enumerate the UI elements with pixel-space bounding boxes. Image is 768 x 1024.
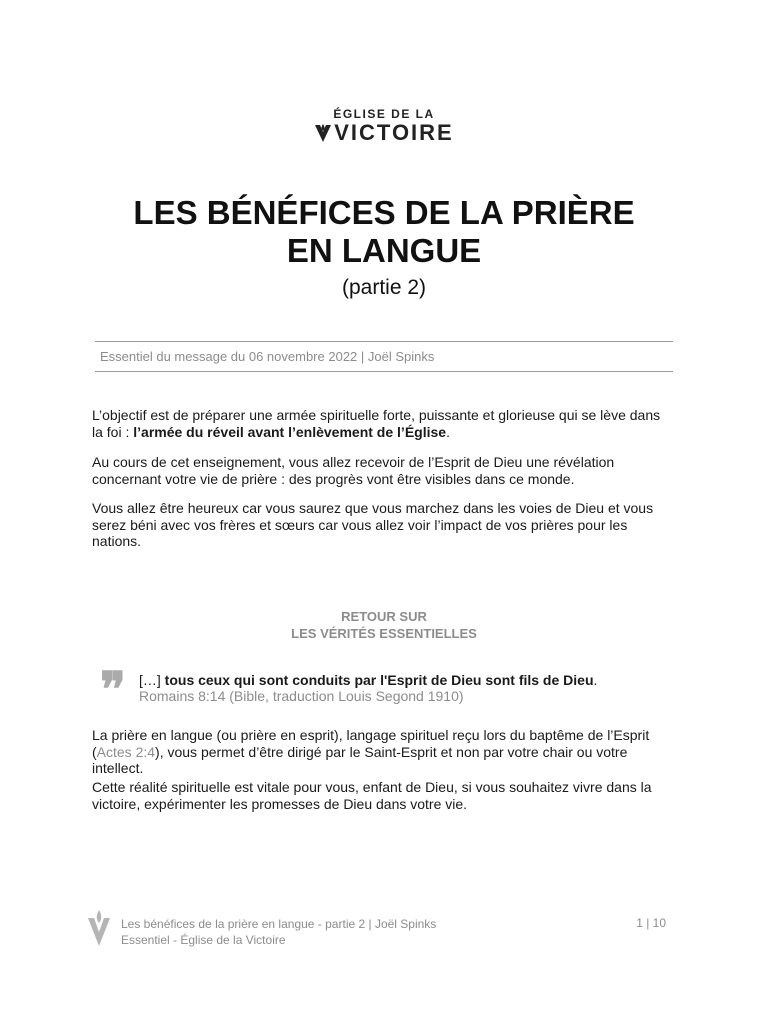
footer-text bbox=[121, 916, 436, 948]
quote-mark-icon: ❞ bbox=[100, 662, 126, 718]
scripture-reference-link[interactable]: Actes 2:4 bbox=[96, 743, 156, 760]
logo-line-2 bbox=[314, 121, 454, 145]
quote-bold-text: tous ceux qui sont conduits par l'Esprit de Dieu sont fils de Dieu bbox=[164, 672, 594, 688]
title-line-1: LES BÉNÉFICES DE LA PRIÈRE bbox=[133, 194, 635, 231]
v-flame-icon bbox=[314, 123, 332, 143]
p1-text: L’objectif est de préparer une armée spirituelle forte, puissante et glorieuse qui se lève dans la foi : bbox=[92, 407, 661, 440]
bible-quote bbox=[139, 672, 679, 688]
p1-bold-text: l’armée du réveil avant l’enlèvement de l’Église bbox=[133, 423, 447, 440]
p1-end: . bbox=[446, 423, 450, 440]
logo-wordmark: VICTOIRE bbox=[334, 120, 454, 145]
section-heading bbox=[0, 608, 768, 642]
p4-end: ), vous permet d’être dirigé par le Saint-Esprit et non par votre chair ou votre intellect. bbox=[92, 743, 628, 776]
footer-line-2: Essentiel - Église de la Victoire bbox=[121, 933, 286, 947]
section-heading-line-2: LES VÉRITÉS ESSENTIELLES bbox=[291, 626, 477, 641]
message-meta-text: Essentiel du message du 06 novembre 2022 | Joël Spinks bbox=[100, 349, 435, 364]
p4-start: La prière en langue (ou prière en esprit), langage spirituel reçu lors du baptême de l’Esprit ( bbox=[92, 727, 650, 760]
title-line-2: EN LANGUE bbox=[286, 232, 482, 269]
body-paragraph-1 bbox=[92, 727, 672, 777]
quote-prefix: […] bbox=[139, 672, 165, 688]
intro-paragraph-2: Au cours de cet enseignement, vous allez recevoir de l’Esprit de Dieu une révélation concernant votre vie de prière : des progrès vont être visibles dans ce monde. bbox=[92, 454, 615, 487]
body-paragraph-2: Cette réalité spirituelle est vitale pour vous, enfant de Dieu, si vous souhaitez vivre dans la victoire, expérimenter les promesses de Dieu dans votre vie. bbox=[92, 779, 652, 812]
footer-logo-icon bbox=[86, 908, 112, 948]
logo-line-1: ÉGLISE DE LA bbox=[333, 107, 435, 121]
section-heading-line-1: RETOUR SUR bbox=[341, 609, 427, 624]
church-logo bbox=[0, 107, 768, 148]
intro-paragraph-3: Vous allez être heureux car vous saurez que vous marchez dans les voies de Dieu et vous serez béni avec vos frères et sœurs car vous allez voir l’impact de vos prières pour les nations. bbox=[92, 500, 654, 549]
message-meta-bar bbox=[95, 341, 673, 372]
quote-reference: Romains 8:14 (Bible, traduction Louis Segond 1910) bbox=[139, 688, 464, 704]
document-title bbox=[0, 194, 768, 270]
document-subtitle: (partie 2) bbox=[341, 276, 427, 299]
page-number: 1 | 10 bbox=[636, 916, 666, 930]
intro-paragraph-1 bbox=[92, 407, 672, 440]
footer-line-1: Les bénéfices de la prière en langue - partie 2 | Joël Spinks bbox=[121, 917, 437, 931]
quote-suffix: . bbox=[593, 672, 598, 688]
